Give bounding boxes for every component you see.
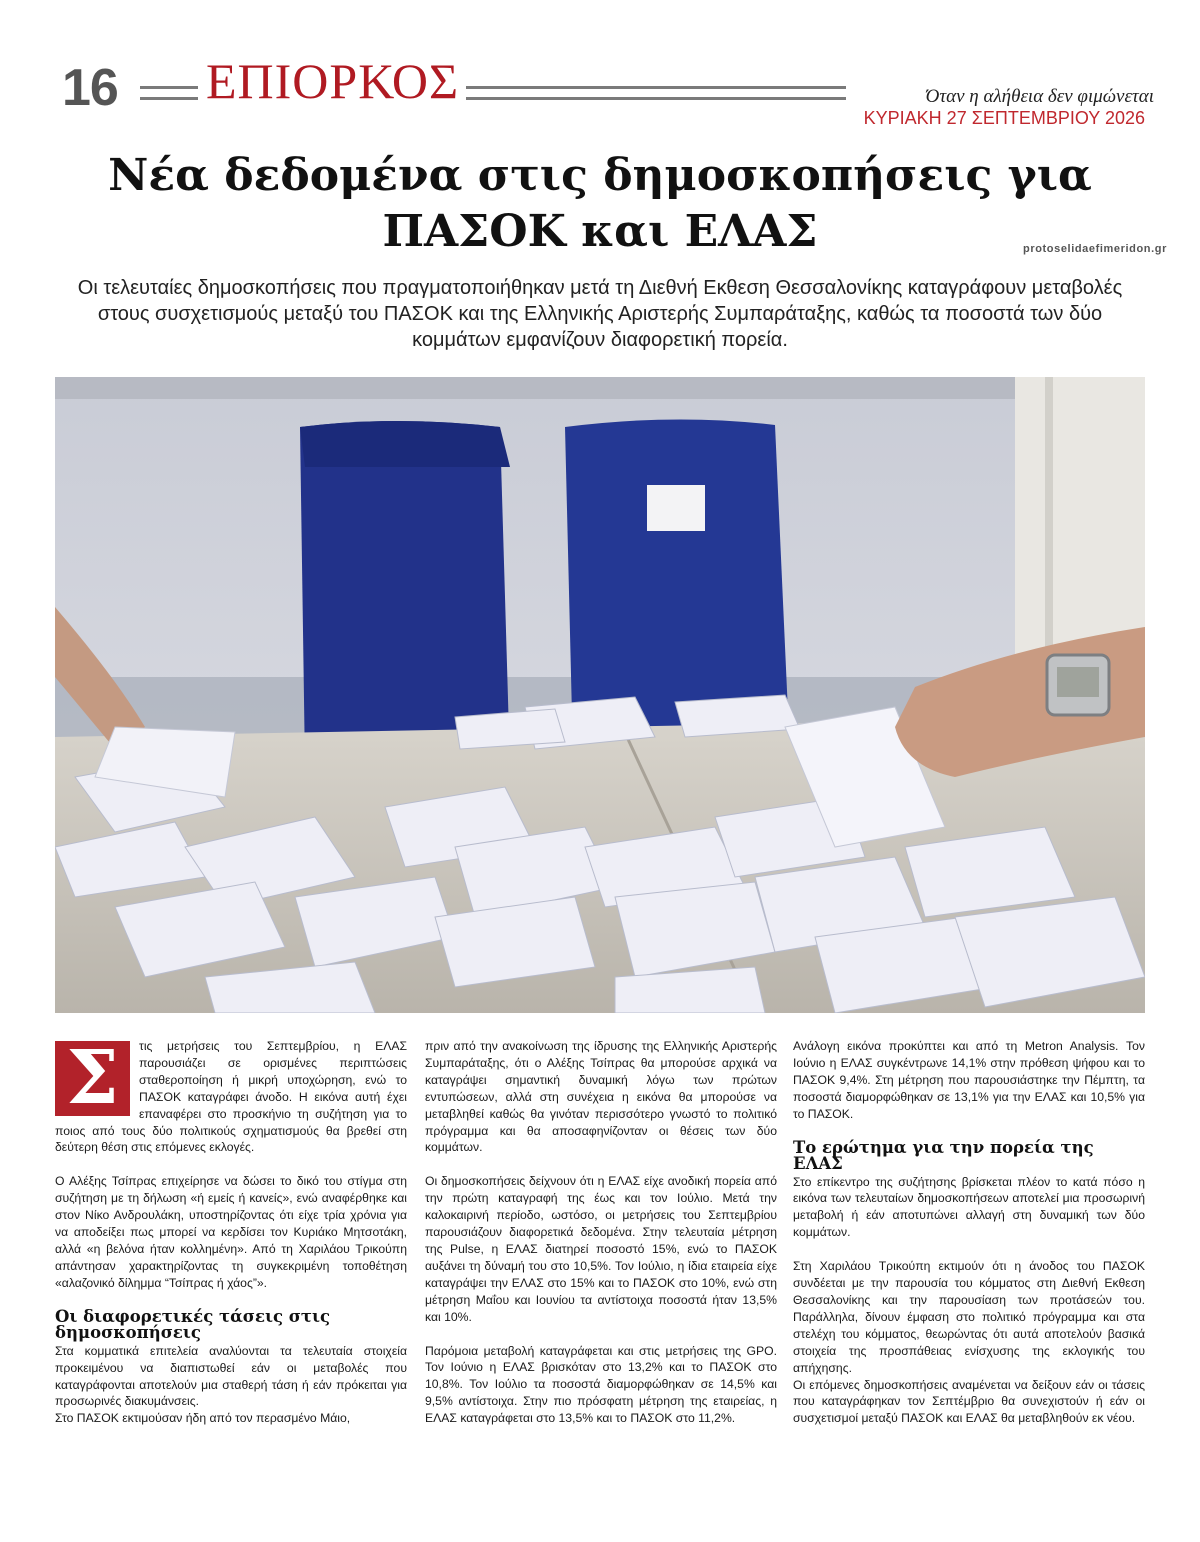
drop-cap: Σ: [55, 1041, 130, 1116]
paragraph: Στο ΠΑΣΟΚ εκτιμούσαν ήδη από τον περασμένο Μάιο,: [55, 1411, 351, 1426]
source-watermark: protoselidaefimeridon.gr: [1023, 243, 1167, 255]
paragraph: πριν από την ανακοίνωση της ίδρυσης της Ελληνικής Αριστερής Συμπαράταξης, ότι ο Αλέξης Τσίπρας θα μπορούσε αρχικά να καταγράψει σημαντική δυναμική λόγω των πρώτων εντυπώσεων, αλλά στη συνέχεια η εικόνα θα μπορούσε να μεταβληθεί καθώς θα γινόταν περισσότερο γνωστό το πολιτικό πρόγραμμα και θα αποσαφηνίζονταν οι θέσεις των δύο κομμάτων.: [425, 1039, 777, 1155]
issue-date: ΚΥΡΙΑΚΗ 27 ΣΕΠΤΕΜΒΡΙΟΥ 2026: [863, 108, 1145, 128]
paragraph: Οι επόμενες δημοσκοπήσεις αναμένεται να δείξουν εάν οι τάσεις που καταγράφηκαν τον Σεπτέμβριο θα συνεχιστούν ή εάν οι συσχετισμοί μεταξύ ΠΑΣΟΚ και ΕΛΑΣ θα μεταβληθούν εκ νέου.: [793, 1377, 1145, 1426]
masthead-rule-left: [140, 86, 198, 100]
paragraph: Ο Αλέξης Τσίπρας επιχείρησε να δώσει το δικό του στίγμα στη συζήτηση με τη δήλωση «ή εμείς ή κανείς», ενώ αναφέρθηκε και στον Νίκο Ανδρουλάκη, υποστηρίζοντας ότι είχε τρία χρόνια για να αποδείξει πως μπορεί να κερδίσει τον Κυριάκο Μητσοτάκη, αλλά «η βελόνα ήταν κολλημένη». Από τη Χαριλάου Τρικούπη απάντησαν χαρακτηρίζοντας τη συγκεκριμένη τοποθέτηση «αλαζονικό δίλημμα “Τσίπρας ή χάος”».: [55, 1174, 407, 1290]
article-photo: [55, 377, 1145, 1013]
paragraph: τις μετρήσεις του Σεπτεμβρίου, η ΕΛΑΣ παρουσιάζει σε ορισμένες περιπτώσεις σταθεροποίηση ή μικρή υποχώρηση, ενώ το ΠΑΣΟΚ καταγράφει άνοδο. Η εικόνα αυτή έχει επαναφέρει στο προσκήνιο τη συζήτηση για το ποιος από τους δύο πολιτικούς σχηματισμούς θα βρεθεί στη δεύτερη θέση στις επόμενες εκλογές.: [55, 1039, 407, 1155]
newspaper-name: ΕΠΙΟΡΚΟΣ: [206, 53, 460, 109]
masthead-rule-right: [466, 86, 846, 100]
headline-line-1: Νέα δεδομένα στις δημοσκοπήσεις για: [108, 150, 1092, 201]
subheading: Το ερώτημα για την πορεία της ΕΛΑΣ: [793, 1137, 1094, 1173]
subheading: Οι διαφορετικές τάσεις στις δημοσκοπήσεις: [55, 1306, 331, 1342]
paragraph: Παρόμοια μεταβολή καταγράφεται και στις μετρήσεις της GPO. Τον Ιούνιο η ΕΛΑΣ βρισκόταν στο 13,2% και το ΠΑΣΟΚ στο 10,8%. Τον Ιούλιο τα ποσοστά διαμορφώθηκαν σε 14,5% και 9,5% αντίστοιχα. Στην πιο πρόσφατη μέτρηση της εταιρείας, η ΕΛΑΣ καταγράφεται στο 13,5% και το ΠΑΣΟΚ στο 11,2%.: [425, 1343, 777, 1426]
page-number: 16: [62, 59, 118, 117]
article-headline: [80, 148, 1120, 260]
headline-line-2: ΠΑΣΟΚ και ΕΛΑΣ: [382, 206, 818, 257]
article-lead: Οι τελευταίες δημοσκοπήσεις που πραγματοποιήθηκαν μετά τη Διεθνή Εκθεση Θεσσαλονίκης καταγράφουν μεταβολές στους συσχετισμούς μεταξύ του ΠΑΣΟΚ και της Ελληνικής Αριστερής Συμπαράταξης, καθώς τα ποσοστά των δύο κομμάτων εμφανίζουν διαφορετική πορεία.: [77, 277, 1123, 351]
paragraph: Ανάλογη εικόνα προκύπτει και από τη Metron Analysis. Τον Ιούνιο η ΕΛΑΣ συγκέντρωνε 14,1% στην πρόθεση ψήφου και το ΠΑΣΟΚ 9,4%. Στη μέτρηση που παρουσιάστηκε την Πέμπτη, τα ποσοστά διαμορφώθηκαν σε 13,1% για την ΕΛΑΣ και 10,5% για το ΠΑΣΟΚ.: [793, 1039, 1145, 1121]
paragraph: Οι δημοσκοπήσεις δείχνουν ότι η ΕΛΑΣ είχε ανοδική πορεία από την πρώτη καταγραφή της έως και τον Ιούλιο. Μετά την καλοκαιρινή περίοδο, ωστόσο, οι μετρήσεις του Σεπτεμβρίου παρουσιάζουν διαφορετικά δεδομένα. Στην τελευταία μέτρηση της Pulse, η ΕΛΑΣ διατηρεί ποσοστό 15%, ενώ το ΠΑΣΟΚ αυξάνει τη δύναμή του στο 10,5%. Τον Ιούλιο, η ίδια εταιρεία είχε καταγράψει την ΕΛΑΣ στο 15% και το ΠΑΣΟΚ στο 10%, ενώ στη μέτρηση Μαΐου και Ιουνίου τα αντίστοιχα ποσοστά ήταν 13,5% και 10%.: [425, 1174, 777, 1324]
paragraph: Στη Χαριλάου Τρικούπη εκτιμούν ότι η άνοδος του ΠΑΣΟΚ συνδέεται με την παρουσία του κόμματος στη Διεθνή Εκθεση Θεσσαλονίκης και την παρουσίαση των προτάσεών του. Παράλληλα, δίνουν έμφαση στο πολιτικό πρόγραμμα και στα στελέχη του κόμματος, θεωρώντας ότι αυτά αποτελούν βασικά στοιχεία της προσπάθειας ενίσχυσης της εκλογικής του απήχησης.: [793, 1259, 1145, 1375]
ballot-counting-illustration: [55, 377, 1145, 1013]
newspaper-motto: Όταν η αλήθεια δεν φιμώνεται: [925, 86, 1154, 107]
article-column-3: [793, 1038, 1145, 1427]
paragraph: Στο επίκεντρο της συζήτησης βρίσκεται πλέον το κατά πόσο η εικόνα των τελευταίων δημοσκοπήσεων αποτελεί μια προσωρινή μεταβολή ή εάν αποτυπώνει αλλαγή στη δυναμική των δύο κομμάτων.: [793, 1174, 1145, 1240]
article-column-2: [425, 1038, 777, 1444]
article-column-1: [55, 1035, 407, 1427]
paragraph: Στα κομματικά επιτελεία αναλύονται τα τελευταία στοιχεία προκειμένου να διαπιστωθεί εάν οι μεταβολές που καταγράφονται αποτελούν μια σταθερή τάση ή εάν πρόκειται για προσωρινές διακυμάνσεις.: [55, 1343, 407, 1409]
